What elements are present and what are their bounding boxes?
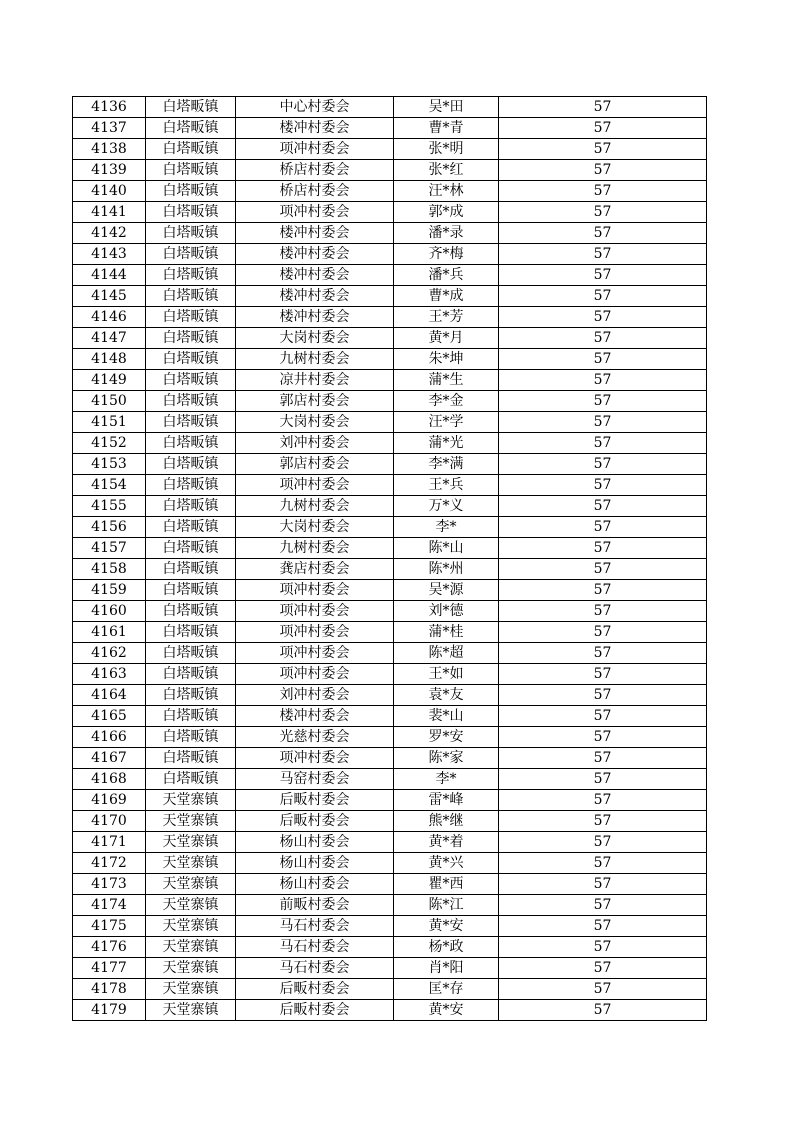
row-number-cell: 4156	[73, 517, 146, 538]
village-committee-cell: 桥店村委会	[236, 181, 394, 202]
name-cell: 曹*青	[394, 118, 499, 139]
row-number-cell: 4168	[73, 769, 146, 790]
table-row	[73, 874, 707, 895]
value-cell: 57	[499, 727, 707, 748]
value-cell: 57	[499, 118, 707, 139]
table-row	[73, 391, 707, 412]
village-committee-cell: 杨山村委会	[236, 832, 394, 853]
name-cell: 陈*超	[394, 643, 499, 664]
value-cell: 57	[499, 895, 707, 916]
row-number-cell: 4141	[73, 202, 146, 223]
village-committee-cell: 大岗村委会	[236, 328, 394, 349]
village-committee-cell: 龚店村委会	[236, 559, 394, 580]
name-cell: 朱*坤	[394, 349, 499, 370]
village-committee-cell: 项冲村委会	[236, 601, 394, 622]
town-cell: 天堂寨镇	[146, 874, 236, 895]
town-cell: 白塔畈镇	[146, 202, 236, 223]
row-number-cell: 4178	[73, 979, 146, 1000]
town-cell: 天堂寨镇	[146, 811, 236, 832]
name-cell: 吴*源	[394, 580, 499, 601]
town-cell: 天堂寨镇	[146, 937, 236, 958]
village-committee-cell: 楼冲村委会	[236, 244, 394, 265]
village-committee-cell: 楼冲村委会	[236, 118, 394, 139]
name-cell: 匡*存	[394, 979, 499, 1000]
village-committee-cell: 刘冲村委会	[236, 685, 394, 706]
value-cell: 57	[499, 916, 707, 937]
village-committee-cell: 项冲村委会	[236, 139, 394, 160]
village-committee-cell: 楼冲村委会	[236, 286, 394, 307]
row-number-cell: 4150	[73, 391, 146, 412]
row-number-cell: 4148	[73, 349, 146, 370]
village-committee-cell: 项冲村委会	[236, 664, 394, 685]
table-row	[73, 202, 707, 223]
name-cell: 熊*继	[394, 811, 499, 832]
town-cell: 白塔畈镇	[146, 685, 236, 706]
table-row	[73, 748, 707, 769]
value-cell: 57	[499, 349, 707, 370]
row-number-cell: 4149	[73, 370, 146, 391]
row-number-cell: 4160	[73, 601, 146, 622]
name-cell: 王*如	[394, 664, 499, 685]
table-row	[73, 454, 707, 475]
value-cell: 57	[499, 601, 707, 622]
table-row	[73, 790, 707, 811]
row-number-cell: 4152	[73, 433, 146, 454]
table-row	[73, 664, 707, 685]
table-row	[73, 916, 707, 937]
town-cell: 天堂寨镇	[146, 1000, 236, 1021]
row-number-cell: 4170	[73, 811, 146, 832]
value-cell: 57	[499, 622, 707, 643]
value-cell: 57	[499, 790, 707, 811]
name-cell: 杨*政	[394, 937, 499, 958]
table-row	[73, 643, 707, 664]
name-cell: 李*满	[394, 454, 499, 475]
village-committee-cell: 项冲村委会	[236, 580, 394, 601]
village-committee-cell: 马石村委会	[236, 958, 394, 979]
town-cell: 白塔畈镇	[146, 286, 236, 307]
town-cell: 白塔畈镇	[146, 433, 236, 454]
village-committee-cell: 前畈村委会	[236, 895, 394, 916]
value-cell: 57	[499, 160, 707, 181]
town-cell: 白塔畈镇	[146, 748, 236, 769]
table-row	[73, 979, 707, 1000]
value-cell: 57	[499, 412, 707, 433]
row-number-cell: 4147	[73, 328, 146, 349]
value-cell: 57	[499, 370, 707, 391]
town-cell: 白塔畈镇	[146, 349, 236, 370]
name-cell: 潘*录	[394, 223, 499, 244]
name-cell: 张*明	[394, 139, 499, 160]
town-cell: 天堂寨镇	[146, 958, 236, 979]
name-cell: 蒲*光	[394, 433, 499, 454]
village-committee-cell: 楼冲村委会	[236, 265, 394, 286]
table-row	[73, 412, 707, 433]
town-cell: 白塔畈镇	[146, 580, 236, 601]
name-cell: 齐*梅	[394, 244, 499, 265]
town-cell: 白塔畈镇	[146, 475, 236, 496]
table-row	[73, 811, 707, 832]
table-row	[73, 601, 707, 622]
table-row	[73, 517, 707, 538]
row-number-cell: 4176	[73, 937, 146, 958]
name-cell: 黄*月	[394, 328, 499, 349]
name-cell: 陈*江	[394, 895, 499, 916]
name-cell: 万*义	[394, 496, 499, 517]
town-cell: 天堂寨镇	[146, 832, 236, 853]
row-number-cell: 4159	[73, 580, 146, 601]
table-row	[73, 181, 707, 202]
village-committee-cell: 郭店村委会	[236, 391, 394, 412]
value-cell: 57	[499, 979, 707, 1000]
town-cell: 天堂寨镇	[146, 853, 236, 874]
value-cell: 57	[499, 958, 707, 979]
table-row	[73, 685, 707, 706]
table-row	[73, 1000, 707, 1021]
name-cell: 黄*安	[394, 1000, 499, 1021]
town-cell: 天堂寨镇	[146, 979, 236, 1000]
value-cell: 57	[499, 1000, 707, 1021]
row-number-cell: 4174	[73, 895, 146, 916]
row-number-cell: 4177	[73, 958, 146, 979]
table-row	[73, 286, 707, 307]
value-cell: 57	[499, 139, 707, 160]
town-cell: 白塔畈镇	[146, 370, 236, 391]
name-cell: 黄*安	[394, 916, 499, 937]
table-row	[73, 937, 707, 958]
town-cell: 白塔畈镇	[146, 139, 236, 160]
table-row	[73, 223, 707, 244]
value-cell: 57	[499, 454, 707, 475]
name-cell: 肖*阳	[394, 958, 499, 979]
name-cell: 刘*德	[394, 601, 499, 622]
name-cell: 陈*山	[394, 538, 499, 559]
village-committee-cell: 桥店村委会	[236, 160, 394, 181]
village-committee-cell: 中心村委会	[236, 97, 394, 118]
value-cell: 57	[499, 643, 707, 664]
row-number-cell: 4161	[73, 622, 146, 643]
village-committee-cell: 楼冲村委会	[236, 223, 394, 244]
name-cell: 郭*成	[394, 202, 499, 223]
town-cell: 白塔畈镇	[146, 664, 236, 685]
table-row	[73, 559, 707, 580]
village-committee-cell: 项冲村委会	[236, 748, 394, 769]
village-committee-cell: 后畈村委会	[236, 811, 394, 832]
town-cell: 天堂寨镇	[146, 916, 236, 937]
roster-table-body	[73, 97, 707, 1021]
name-cell: 王*芳	[394, 307, 499, 328]
name-cell: 汪*林	[394, 181, 499, 202]
village-committee-cell: 光慈村委会	[236, 727, 394, 748]
value-cell: 57	[499, 244, 707, 265]
row-number-cell: 4175	[73, 916, 146, 937]
value-cell: 57	[499, 538, 707, 559]
row-number-cell: 4142	[73, 223, 146, 244]
town-cell: 白塔畈镇	[146, 307, 236, 328]
town-cell: 白塔畈镇	[146, 181, 236, 202]
value-cell: 57	[499, 181, 707, 202]
row-number-cell: 4140	[73, 181, 146, 202]
village-committee-cell: 马石村委会	[236, 937, 394, 958]
town-cell: 白塔畈镇	[146, 412, 236, 433]
row-number-cell: 4146	[73, 307, 146, 328]
village-committee-cell: 马窑村委会	[236, 769, 394, 790]
value-cell: 57	[499, 664, 707, 685]
value-cell: 57	[499, 517, 707, 538]
value-cell: 57	[499, 475, 707, 496]
value-cell: 57	[499, 937, 707, 958]
row-number-cell: 4166	[73, 727, 146, 748]
table-row	[73, 307, 707, 328]
town-cell: 白塔畈镇	[146, 265, 236, 286]
table-row	[73, 622, 707, 643]
town-cell: 白塔畈镇	[146, 601, 236, 622]
town-cell: 白塔畈镇	[146, 643, 236, 664]
table-row	[73, 118, 707, 139]
value-cell: 57	[499, 748, 707, 769]
village-committee-cell: 大岗村委会	[236, 517, 394, 538]
table-row	[73, 349, 707, 370]
name-cell: 袁*友	[394, 685, 499, 706]
row-number-cell: 4165	[73, 706, 146, 727]
value-cell: 57	[499, 559, 707, 580]
value-cell: 57	[499, 853, 707, 874]
row-number-cell: 4172	[73, 853, 146, 874]
row-number-cell: 4137	[73, 118, 146, 139]
name-cell: 李*	[394, 517, 499, 538]
value-cell: 57	[499, 286, 707, 307]
town-cell: 白塔畈镇	[146, 454, 236, 475]
table-row	[73, 433, 707, 454]
village-committee-cell: 楼冲村委会	[236, 706, 394, 727]
name-cell: 裴*山	[394, 706, 499, 727]
table-row	[73, 727, 707, 748]
town-cell: 天堂寨镇	[146, 790, 236, 811]
town-cell: 白塔畈镇	[146, 118, 236, 139]
row-number-cell: 4136	[73, 97, 146, 118]
village-committee-cell: 项冲村委会	[236, 622, 394, 643]
table-row	[73, 895, 707, 916]
town-cell: 白塔畈镇	[146, 244, 236, 265]
table-row	[73, 832, 707, 853]
name-cell: 张*红	[394, 160, 499, 181]
value-cell: 57	[499, 265, 707, 286]
row-number-cell: 4143	[73, 244, 146, 265]
value-cell: 57	[499, 685, 707, 706]
town-cell: 天堂寨镇	[146, 895, 236, 916]
town-cell: 白塔畈镇	[146, 622, 236, 643]
village-committee-cell: 杨山村委会	[236, 874, 394, 895]
table-row	[73, 769, 707, 790]
table-row	[73, 580, 707, 601]
village-committee-cell: 后畈村委会	[236, 979, 394, 1000]
village-committee-cell: 杨山村委会	[236, 853, 394, 874]
row-number-cell: 4173	[73, 874, 146, 895]
village-committee-cell: 项冲村委会	[236, 475, 394, 496]
table-row	[73, 538, 707, 559]
table-row	[73, 370, 707, 391]
value-cell: 57	[499, 328, 707, 349]
name-cell: 陈*州	[394, 559, 499, 580]
village-committee-cell: 后畈村委会	[236, 790, 394, 811]
village-committee-cell: 郭店村委会	[236, 454, 394, 475]
town-cell: 白塔畈镇	[146, 559, 236, 580]
town-cell: 白塔畈镇	[146, 97, 236, 118]
table-row	[73, 97, 707, 118]
row-number-cell: 4171	[73, 832, 146, 853]
value-cell: 57	[499, 580, 707, 601]
table-row	[73, 328, 707, 349]
town-cell: 白塔畈镇	[146, 538, 236, 559]
row-number-cell: 4154	[73, 475, 146, 496]
town-cell: 白塔畈镇	[146, 496, 236, 517]
value-cell: 57	[499, 874, 707, 895]
name-cell: 黄*着	[394, 832, 499, 853]
name-cell: 李*	[394, 769, 499, 790]
row-number-cell: 4144	[73, 265, 146, 286]
value-cell: 57	[499, 769, 707, 790]
village-committee-cell: 马石村委会	[236, 916, 394, 937]
village-committee-cell: 大岗村委会	[236, 412, 394, 433]
village-committee-cell: 九树村委会	[236, 349, 394, 370]
table-row	[73, 139, 707, 160]
village-committee-cell: 九树村委会	[236, 496, 394, 517]
village-committee-cell: 后畈村委会	[236, 1000, 394, 1021]
row-number-cell: 4169	[73, 790, 146, 811]
name-cell: 潘*兵	[394, 265, 499, 286]
name-cell: 瞿*西	[394, 874, 499, 895]
village-committee-cell: 九树村委会	[236, 538, 394, 559]
value-cell: 57	[499, 706, 707, 727]
town-cell: 白塔畈镇	[146, 391, 236, 412]
row-number-cell: 4163	[73, 664, 146, 685]
row-number-cell: 4153	[73, 454, 146, 475]
name-cell: 蒲*桂	[394, 622, 499, 643]
row-number-cell: 4158	[73, 559, 146, 580]
table-row	[73, 853, 707, 874]
row-number-cell: 4162	[73, 643, 146, 664]
town-cell: 白塔畈镇	[146, 706, 236, 727]
table-row	[73, 475, 707, 496]
row-number-cell: 4157	[73, 538, 146, 559]
value-cell: 57	[499, 391, 707, 412]
table-row	[73, 160, 707, 181]
name-cell: 汪*学	[394, 412, 499, 433]
value-cell: 57	[499, 223, 707, 244]
row-number-cell: 4145	[73, 286, 146, 307]
name-cell: 曹*成	[394, 286, 499, 307]
village-committee-cell: 凉井村委会	[236, 370, 394, 391]
table-row	[73, 265, 707, 286]
name-cell: 李*金	[394, 391, 499, 412]
village-committee-cell: 刘冲村委会	[236, 433, 394, 454]
value-cell: 57	[499, 496, 707, 517]
value-cell: 57	[499, 433, 707, 454]
town-cell: 白塔畈镇	[146, 727, 236, 748]
row-number-cell: 4155	[73, 496, 146, 517]
row-number-cell: 4179	[73, 1000, 146, 1021]
value-cell: 57	[499, 832, 707, 853]
table-row	[73, 496, 707, 517]
row-number-cell: 4138	[73, 139, 146, 160]
town-cell: 白塔畈镇	[146, 769, 236, 790]
name-cell: 罗*安	[394, 727, 499, 748]
town-cell: 白塔畈镇	[146, 517, 236, 538]
name-cell: 黄*兴	[394, 853, 499, 874]
town-cell: 白塔畈镇	[146, 223, 236, 244]
name-cell: 雷*峰	[394, 790, 499, 811]
village-committee-cell: 项冲村委会	[236, 643, 394, 664]
table-row	[73, 706, 707, 727]
name-cell: 王*兵	[394, 475, 499, 496]
village-committee-cell: 项冲村委会	[236, 202, 394, 223]
name-cell: 陈*家	[394, 748, 499, 769]
roster-table	[72, 96, 707, 1021]
table-row	[73, 958, 707, 979]
value-cell: 57	[499, 202, 707, 223]
value-cell: 57	[499, 307, 707, 328]
value-cell: 57	[499, 97, 707, 118]
value-cell: 57	[499, 811, 707, 832]
row-number-cell: 4167	[73, 748, 146, 769]
name-cell: 蒲*生	[394, 370, 499, 391]
table-row	[73, 244, 707, 265]
town-cell: 白塔畈镇	[146, 160, 236, 181]
town-cell: 白塔畈镇	[146, 328, 236, 349]
row-number-cell: 4151	[73, 412, 146, 433]
village-committee-cell: 楼冲村委会	[236, 307, 394, 328]
row-number-cell: 4164	[73, 685, 146, 706]
name-cell: 吴*田	[394, 97, 499, 118]
row-number-cell: 4139	[73, 160, 146, 181]
